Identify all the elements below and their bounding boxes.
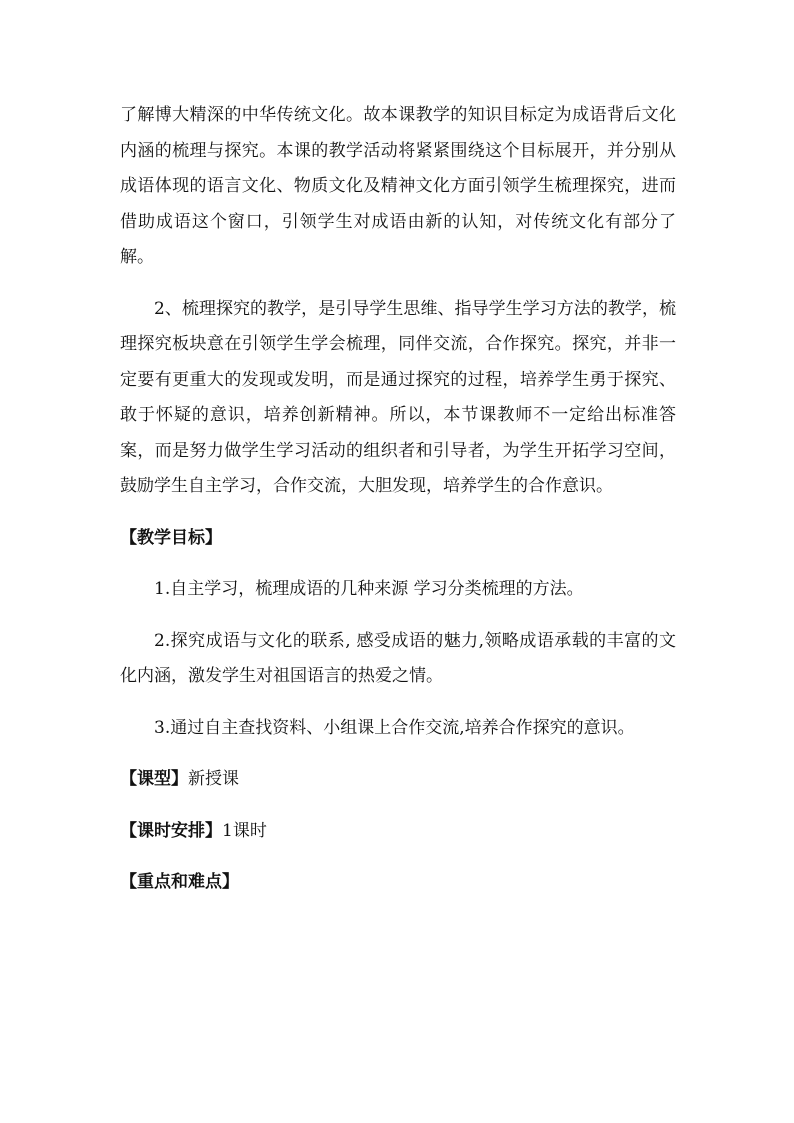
key-points-line <box>120 865 676 901</box>
objective-item-3: 3.通过自主查找资料、小组课上合作交流,培养合作探究的意识。 <box>154 717 635 738</box>
lesson-type-line <box>120 762 676 798</box>
document-page <box>120 98 676 901</box>
key-points-label: 【重点和难点】 <box>120 872 239 892</box>
paragraph-culture-goal: 了解博大精深的中华传统文化。故本课教学的知识目标定为成语背后文化内涵的梳理与探究。本课的教学活动将紧紧围绕这个目标展开，并分别从成语体现的语言文化、物质文化及精神文化方面引领学生梳理探究，进而借助成语这个窗口，引领学生对成语由新的认知，对传统文化有部分了解。 <box>120 105 676 267</box>
objective-item-2: 2.探究成语与文化的联系, 感受成语的魅力,领略成语承载的丰富的文化内涵，激发学生对祖国语言的热爱之情。 <box>120 630 676 686</box>
heading-teaching-objectives <box>120 521 676 557</box>
lesson-type-label: 【课型】 <box>120 769 188 789</box>
schedule-label: 【课时安排】 <box>120 820 222 841</box>
paragraph-inquiry-teaching: 2、梳理探究的教学，是引导学生思维、指导学生学习方法的教学，梳理探究板块意在引领学生学会梳理，同伴交流，合作探究。探究，并非一定要有更重大的发现或发明，而是通过探究的过程，培养学生勇于探究、敢于怀疑的意识，培养创新精神。所以，本节课教师不一定给出标准答案，而是努力做学生学习活动的组织者和引导者，为学生开拓学习空间，鼓励学生自主学习，合作交流，大胆发现，培养学生的合作意识。 <box>120 298 676 496</box>
heading-teaching-objectives-label: 【教学目标】 <box>120 527 222 548</box>
lesson-type-value: 新授课 <box>188 769 239 789</box>
schedule-value: 1课时 <box>222 820 267 841</box>
schedule-line <box>120 814 676 850</box>
objective-item-1: 1.自主学习，梳理成语的几种来源 学习分类梳理的方法。 <box>154 579 584 599</box>
